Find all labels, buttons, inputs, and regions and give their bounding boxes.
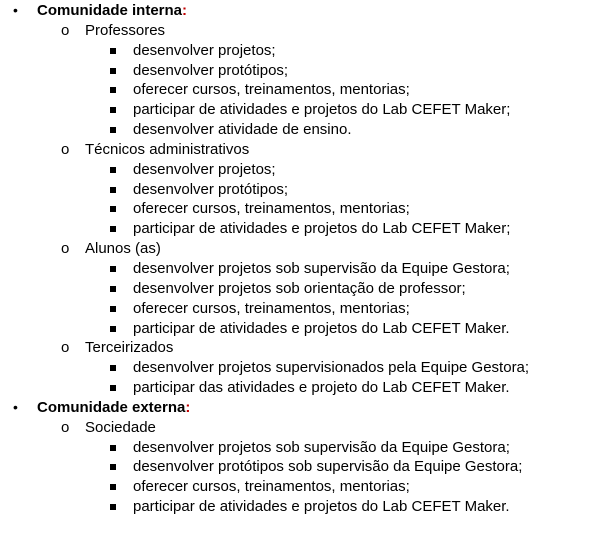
list-item-text: desenvolver atividade de ensino.: [133, 121, 352, 139]
list-item: [0, 41, 589, 61]
document-list: [0, 1, 589, 517]
subgroup-title: Professores: [85, 21, 166, 39]
list-item-text: desenvolver projetos supervisionados pela Equipe Gestora;: [133, 359, 530, 377]
bullet-square-icon: [110, 68, 116, 74]
list-item-text: desenvolver projetos sob orientação de professor;: [133, 279, 466, 297]
group-title: Comunidade externa: [37, 398, 186, 416]
bullet-square-icon: [110, 48, 116, 54]
bullet-square-icon: [110, 504, 116, 510]
bullet-square-icon: [110, 286, 116, 292]
list-item-text: desenvolver protótipos;: [133, 61, 289, 79]
list-item: [0, 120, 589, 140]
sub-level-item: [0, 338, 589, 358]
bullet-square-icon: [110, 226, 116, 232]
list-item-text: desenvolver protótipos sob supervisão da Equipe Gestora;: [133, 458, 523, 476]
list-item-text: oferecer cursos, treinamentos, mentorias;: [133, 299, 410, 317]
list-item: [0, 100, 589, 120]
list-item-text: desenvolver projetos;: [133, 160, 276, 178]
list-item-text: desenvolver projetos sob supervisão da Equipe Gestora;: [133, 259, 510, 277]
list-item: [0, 438, 589, 458]
top-level-item: [0, 398, 589, 418]
list-item-text: participar das atividades e projeto do Lab CEFET Maker.: [133, 379, 510, 397]
bullet-square-icon: [110, 127, 116, 133]
bullet-square-icon: [110, 87, 116, 93]
list-item: [0, 358, 589, 378]
list-item: [0, 180, 589, 200]
group-title: Comunidade interna: [37, 2, 183, 19]
list-item-text: participar de atividades e projetos do Lab CEFET Maker.: [133, 498, 510, 516]
list-item: [0, 199, 589, 219]
list-item-text: participar de atividades e projetos do Lab CEFET Maker;: [133, 220, 511, 238]
list-item: [0, 61, 589, 81]
subgroup-title: Terceirizados: [85, 339, 174, 357]
list-item-text: oferecer cursos, treinamentos, mentorias;: [133, 81, 410, 99]
bullet-square-icon: [110, 484, 116, 490]
group-colon: :: [185, 398, 191, 416]
list-item-text: participar de atividades e projetos do Lab CEFET Maker;: [133, 101, 511, 119]
bullet-square-icon: [110, 206, 116, 212]
bullet-circle-icon: o: [61, 418, 70, 436]
list-item-text: desenvolver protótipos;: [133, 180, 289, 198]
list-item-text: oferecer cursos, treinamentos, mentorias;: [133, 200, 410, 218]
bullet-square-icon: [110, 326, 116, 332]
list-item-text: desenvolver projetos;: [133, 41, 276, 59]
list-item: [0, 457, 589, 477]
top-level-item: [0, 1, 589, 21]
bullet-square-icon: [110, 167, 116, 173]
bullet-circle-icon: o: [61, 140, 70, 158]
bullet-square-icon: [110, 445, 116, 451]
bullet-square-icon: [110, 464, 116, 470]
subgroup-title: Técnicos administrativos: [85, 140, 250, 158]
sub-level-item: [0, 21, 589, 41]
sub-level-item: [0, 418, 589, 438]
bullet-circle-icon: o: [61, 21, 70, 39]
bullet-circle-icon: o: [61, 240, 70, 258]
bullet-square-icon: [110, 266, 116, 272]
bullet-square-icon: [110, 107, 116, 113]
list-item: [0, 219, 589, 239]
bullet-square-icon: [110, 365, 116, 371]
list-item: [0, 378, 589, 398]
subgroup-title: Sociedade: [85, 418, 156, 436]
list-item-text: oferecer cursos, treinamentos, mentorias;: [133, 478, 410, 496]
list-item: [0, 477, 589, 497]
group-colon: :: [182, 2, 188, 19]
sub-level-item: [0, 239, 589, 259]
list-item: [0, 259, 589, 279]
group-heading: [37, 1, 187, 21]
bullet-disc-icon: •: [13, 398, 18, 415]
bullet-circle-icon: o: [61, 339, 70, 357]
list-item-text: desenvolver projetos sob supervisão da Equipe Gestora;: [133, 438, 510, 456]
bullet-square-icon: [110, 306, 116, 312]
list-item: [0, 80, 589, 100]
sub-level-item: [0, 140, 589, 160]
bullet-disc-icon: •: [13, 2, 18, 18]
list-item-text: participar de atividades e projetos do Lab CEFET Maker.: [133, 319, 510, 337]
bullet-square-icon: [110, 385, 116, 391]
list-item: [0, 299, 589, 319]
bullet-square-icon: [110, 187, 116, 193]
list-item: [0, 279, 589, 299]
group-heading: [37, 398, 190, 418]
list-item: [0, 319, 589, 339]
list-item: [0, 497, 589, 517]
subgroup-title: Alunos (as): [85, 240, 161, 258]
list-item: [0, 160, 589, 180]
